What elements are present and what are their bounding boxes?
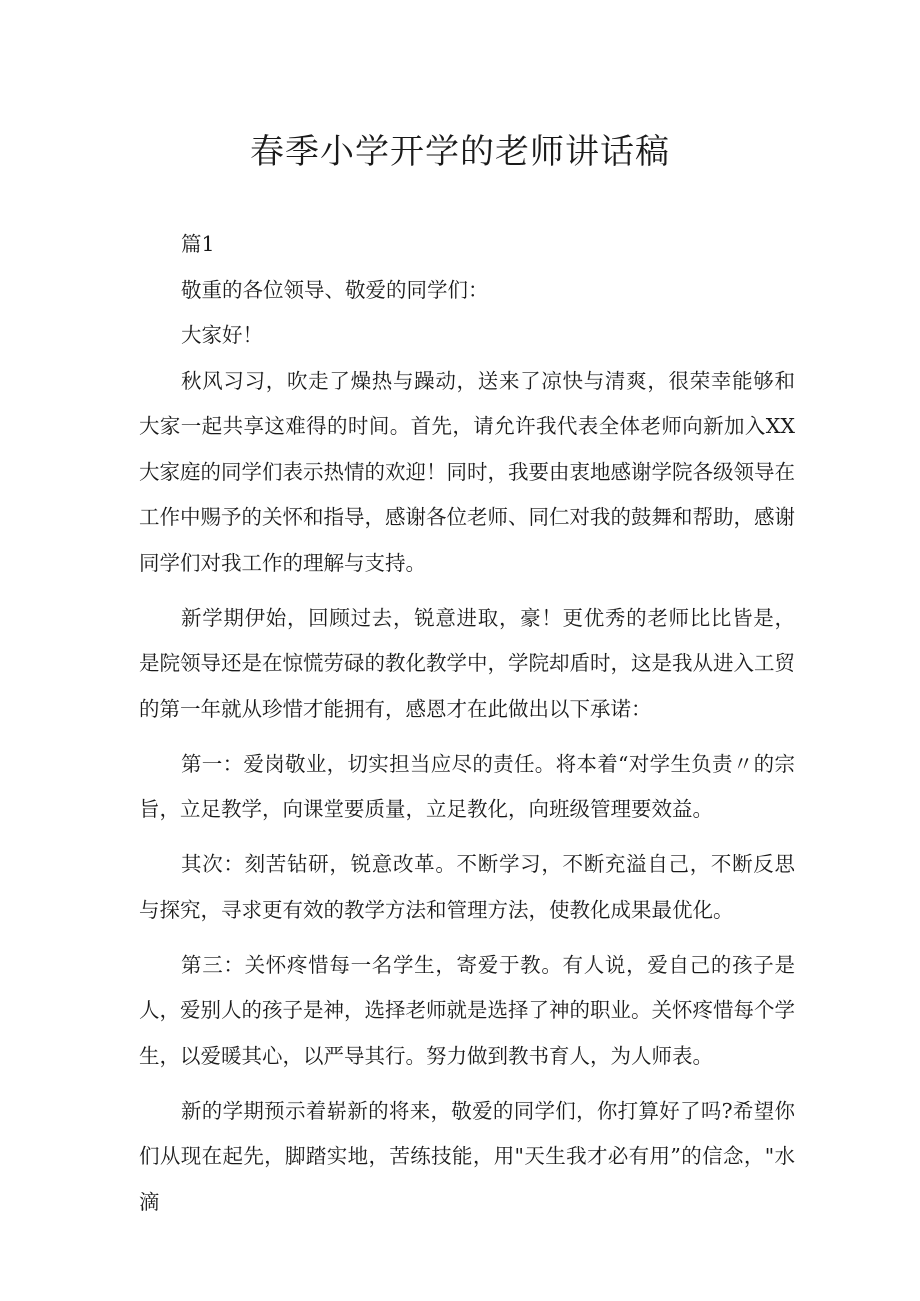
section-label: 篇1 (181, 232, 215, 256)
paragraph: 第三：关怀疼惜每一名学生，寄爱于教。有人说，爱自己的孩子是人，爱别人的孩子是神，选择老师就是选择了神的职业。关怀疼惜每个学生，以爱暖其心，以严导其行。努力做到教书育人，为人师表。 (139, 952, 795, 1068)
greeting: 大家好！ (181, 323, 263, 347)
paragraph: 其次：刻苦钻研，锐意改革。不断学习，不断充溢自己，不断反思与探究，寻求更有效的教学方法和管理方法，使教化成果最优化。 (139, 852, 795, 922)
paragraph: 第一：爱岗敬业，切实担当应尽的责任。将本着“对学生负责〃的宗旨，立足教学，向课堂要质量，立足教化，向班级管理要效益。 (139, 751, 795, 821)
paragraph: 秋风习习，吹走了燥热与躁动，送来了凉快与清爽，很荣幸能够和大家一起共享这难得的时间。首先，请允许我代表全体老师向新加入XX大家庭的同学们表示热情的欢迎！同时，我要由衷地感谢学院各级领导在工作中赐予的关怀和指导，感谢各位老师、同仁对我的鼓舞和帮助，感谢同学们对我工作的理解与支持。 (139, 368, 795, 575)
document-title: 春季小学开学的老师讲话稿 (250, 132, 670, 172)
salutation: 敬重的各位领导、敬爱的同学们： (181, 277, 489, 302)
document-body (139, 222, 795, 1235)
paragraph: 新学期伊始，回顾过去，锐意进取，豪！更优秀的老师比比皆是，是院领导还是在惊慌劳碌的教化教学中，学院却盾时，这是我从进入工贸的第一年就从珍惜才能拥有，感恩才在此做出以下承诺： (139, 605, 795, 721)
paragraph: 新的学期预示着崭新的将来，敬爱的同学们，你打算好了吗?希望你们从现在起先，脚踏实地，苦练技能，用"天生我才必有用”的信念，"水滴 (139, 1098, 795, 1214)
